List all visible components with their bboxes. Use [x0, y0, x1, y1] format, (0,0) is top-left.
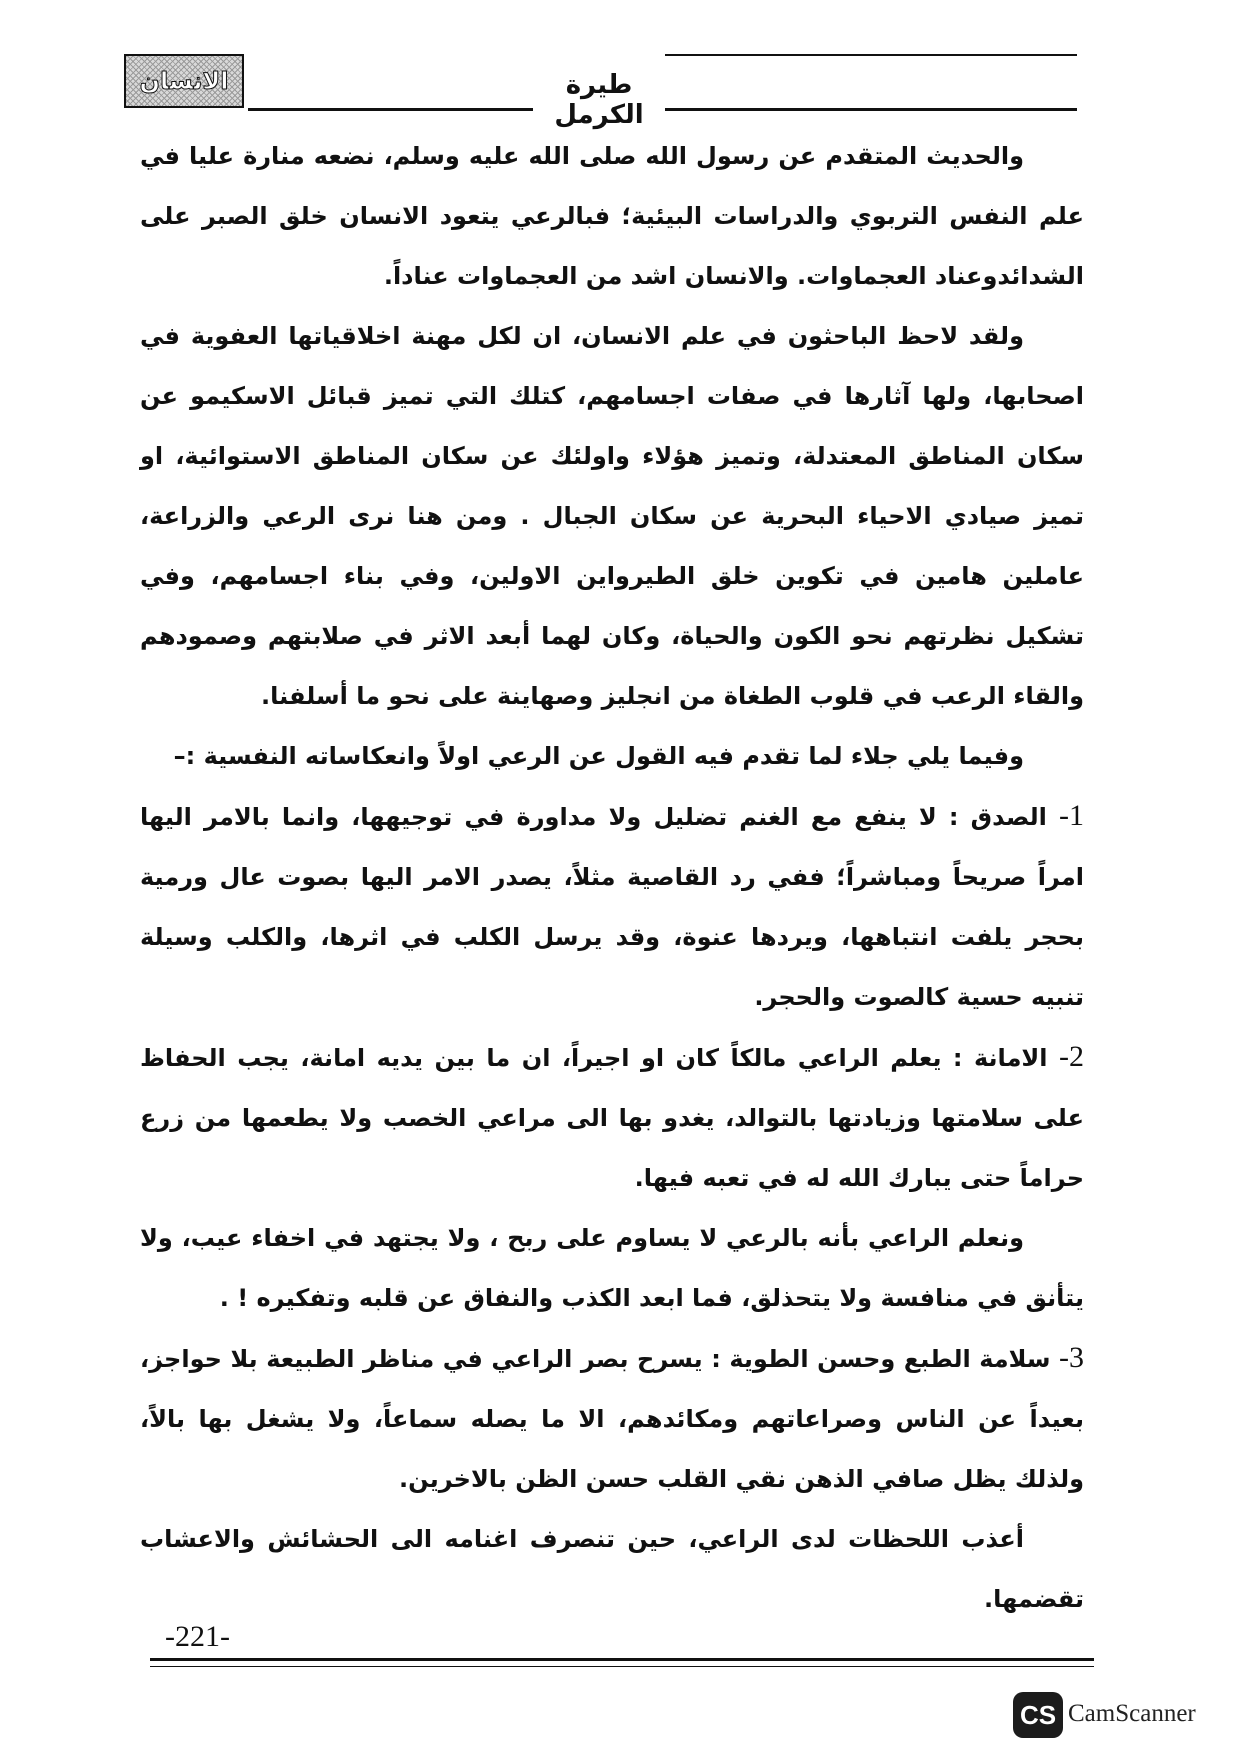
footer-rule-thin — [150, 1666, 1094, 1667]
header-rule-left — [248, 108, 533, 111]
paragraph-1: والحديث المتقدم عن رسول الله صلى الله عليه وسلم، نضعه منارة عليا في علم النفس التربوي والدراسات البيئية؛ فبالرعي يتعود الانسان خلق الصبر على الشدائدوعناد العجماوات. والانسان اشد من العجماوات عناداً. — [140, 142, 1084, 290]
body-text — [140, 126, 1084, 1629]
list-item-3 — [140, 1328, 1084, 1509]
paragraph-2: ولقد لاحظ الباحثون في علم الانسان، ان لكل مهنة اخلاقياتها العفوية في اصحابها، ولها آثارها في صفات اجسامهم، كتلك التي تميز قبائل الاسكيمو عن سكان المناطق المعتدلة، وتميز هؤلاء واولئك عن سكان المناطق الاستوائية، او تميز صيادي الاحياء البحرية عن سكان الجبال . ومن هنا نرى الرعي والزراعة، عاملين هامين في تكوين خلق الطيرواين الاولين، وفي بناء اجسامهم، وفي تشكيل نظرتهم نحو الكون والحياة، وكان لهما أبعد الاثر في صلابتهم وصمودهم والقاء الرعب في قلوب الطغاة من انجليز وصهاينة على نحو ما أسلفنا. — [140, 322, 1084, 710]
header-title: طيرة الكرمل — [554, 70, 644, 130]
list-item-1-number: 1- — [1059, 799, 1085, 832]
list-item-2-number: 2- — [1059, 1040, 1084, 1073]
list-item-2 — [140, 1027, 1084, 1208]
paragraph-after-item-2: ونعلم الراعي بأنه بالرعي لا يساوم على ربح ، ولا يجتهد في اخفاء عيب، ولا يتأنق في منافسة ولا يتحذلق، فما ابعد الكذب والنفاق عن قلبه وتفكيره ! . — [140, 1224, 1084, 1312]
list-item-3-text: سلامة الطبع وحسن الطوية : يسرح بصر الراعي في مناظر الطبيعة بلا حواجز، بعيداً عن الناس وصراعاتهم ومكائدهم، الا ما يصله سماعاً، ولا يشغل بها بالاً، ولذلك يظل صافي الذهن نقي القلب حسن الظن بالاخرين. — [140, 1345, 1084, 1493]
paragraph-last: أعذب اللحظات لدى الراعي، حين تنصرف اغنامه الى الحشائش والاعشاب تقضمها. — [140, 1525, 1084, 1613]
header-rule-bottom — [665, 108, 1077, 111]
paragraph-3: وفيما يلي جلاء لما تقدم فيه القول عن الرعي اولاً وانعكاساته النفسية :– — [173, 742, 1024, 770]
camscanner-logo-icon: CS — [1013, 1692, 1063, 1738]
list-item-1 — [140, 786, 1084, 1027]
camscanner-watermark-text: CamScanner — [1068, 1700, 1196, 1727]
header-section-box — [124, 54, 244, 108]
list-item-3-number: 3- — [1059, 1341, 1084, 1374]
footer-rule-thick — [150, 1658, 1094, 1661]
list-item-2-text: الامانة : يعلم الراعي مالكاً كان او اجيراً، ان ما بين يديه امانة، يجب الحفاظ على سلامتها وزيادتها بالتوالد، يغدو بها الى مراعي الخصب ولا يطعمها من زرع حراماً حتى يبارك الله له في تعبه فيها. — [140, 1044, 1084, 1192]
header-rule-top — [665, 54, 1077, 56]
list-item-1-text: الصدق : لا ينفع مع الغنم تضليل ولا مداورة في توجيهها، وانما بالامر اليها امراً صريحاً ومباشراً؛ ففي رد القاصية مثلاً، يصدر الامر اليها بصوت عال ورمية بحجر يلفت انتباهها، ويردها عنوة، وقد يرسل الكلب في اثرها، والكلب وسيلة تنبيه حسية كالصوت والحجر. — [140, 803, 1084, 1011]
header-section-label: الانسان — [139, 67, 229, 95]
page-number: -221- — [165, 1620, 230, 1653]
